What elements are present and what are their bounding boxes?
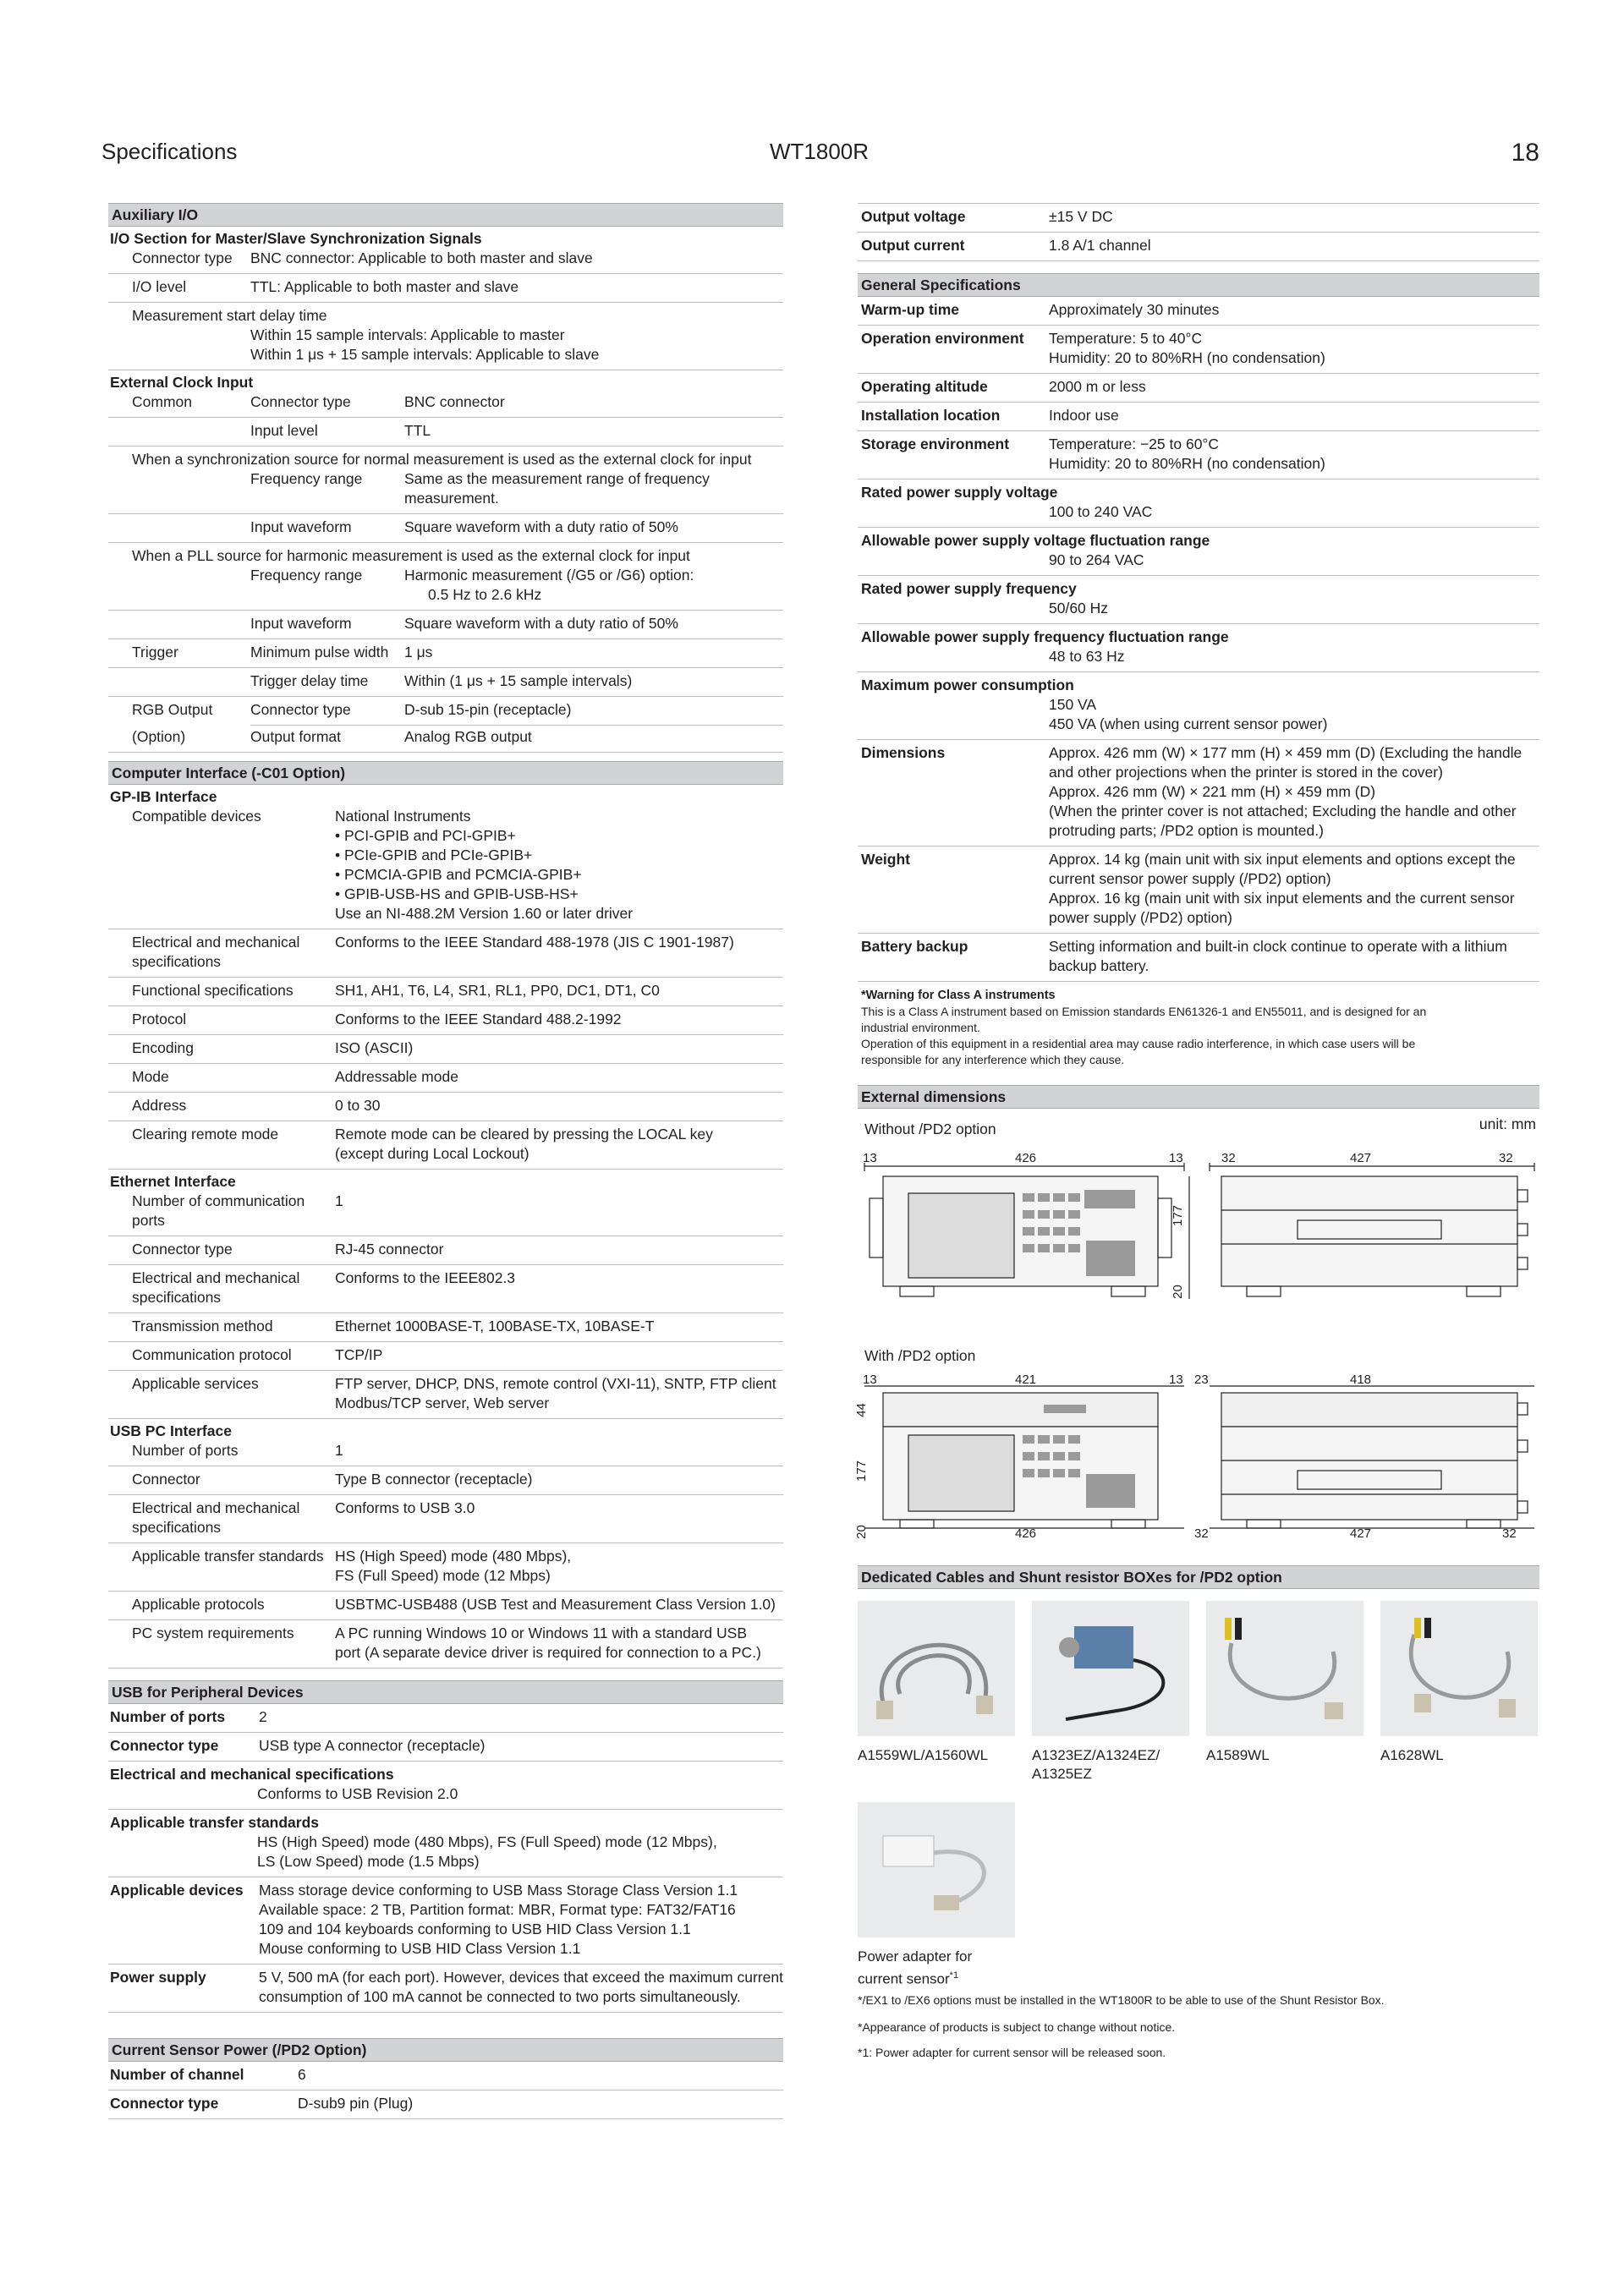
usb-sysreq-row: PC system requirements A PC running Windows 10 or Windows 11 with a standard USB port (A separate device driver is required for connection to a PC.) <box>108 1620 783 1669</box>
gpib-mode-row: Mode Addressable mode <box>108 1064 783 1093</box>
shunt-box-photo <box>1032 1601 1189 1736</box>
caption-a1628wl: A1628WL <box>1380 1747 1444 1763</box>
dim-label: 13 <box>863 1151 877 1165</box>
right-column <box>853 203 1539 2059</box>
ext-clock-input-level-row: Input level TTL <box>108 418 783 447</box>
dimensions-row: Dimensions Approx. 426 mm (W) × 177 mm (H) × 459 mm (D) (Excluding the handle and other projections when the printer is stored in the cover) Approx. 426 mm (W) × 221 mm (H) × 459 mm (D) (When the printer cover is not attached; Excluding the handle and other protruding parts; /PD2 option is mounted.) <box>858 740 1539 847</box>
gpib-encoding-row: Encoding ISO (ASCII) <box>108 1035 783 1064</box>
current-sensor-power-heading: Current Sensor Power (/PD2 Option) <box>108 2038 783 2062</box>
storage-env-row: Storage environment Temperature: −25 to 60°C Humidity: 20 to 80%RH (no condensation) <box>858 431 1539 479</box>
accessory-photos <box>858 1589 1539 2046</box>
rgb-output-row: RGB Output Connector type D-sub 15-pin (receptacle) <box>108 697 783 726</box>
output-voltage-row: Output voltage ±15 V DC <box>858 203 1539 233</box>
dim-label: 44 <box>853 1403 869 1417</box>
left-column <box>108 203 783 2119</box>
delay-time-row: Measurement start delay time Within 15 sample intervals: Applicable to master Within 1 μs + 15 sample intervals: Applicable to slave <box>108 303 783 370</box>
dimensions-line: and other projections when the printer is stored in the cover) <box>1049 764 1443 781</box>
page-header <box>102 139 1539 173</box>
dimensions-line: protruding parts; /PD2 option is mounted.) <box>1049 822 1324 839</box>
battery-row: Battery backup Setting information and built-in clock continue to operate with a lithium backup battery. <box>858 934 1539 982</box>
gpib-address-row: Address 0 to 30 <box>108 1093 783 1121</box>
gpib-clear-row: Clearing remote mode Remote mode can be cleared by pressing the LOCAL key (except during Local Lockout) <box>108 1121 783 1170</box>
dim-label: 427 <box>1350 1151 1372 1165</box>
page-number: 18 <box>1511 139 1539 167</box>
aux-io-heading: Auxiliary I/O <box>108 203 783 227</box>
periph-transfer-row: Applicable transfer standards HS (High Speed) mode (480 Mbps), FS (Full Speed) mode (12 Mbps), LS (Low Speed) mode (1.5 Mbps) <box>108 1810 783 1877</box>
rgb-format-row: (Option) Output format Analog RGB output <box>108 726 783 753</box>
compat-device-line: • GPIB-USB-HS and GPIB-USB-HS+ <box>335 885 579 902</box>
external-dimensions-heading: External dimensions <box>858 1085 1539 1109</box>
cable-photo-a1589wl <box>1206 1601 1363 1736</box>
operation-env-row: Operation environment Temperature: 5 to 40°C Humidity: 20 to 80%RH (no condensation) <box>858 326 1539 374</box>
gpib-func-row: Functional specifications SH1, AH1, T6, L4, SR1, RL1, PP0, DC1, DT1, C0 <box>108 978 783 1006</box>
sync-source-note: When a synchronization source for normal measurement is used as the external clock for input <box>132 451 752 468</box>
compat-device-line: Use an NI-488.2M Version 1.60 or later driver <box>335 905 634 922</box>
weight-line: Approx. 14 kg (main unit with six input elements and options except the <box>1049 851 1516 868</box>
gpib-heading: GP-IB Interface <box>110 788 217 805</box>
usb-ports-row: Number of ports 1 <box>108 1441 783 1466</box>
note-ex-options: */EX1 to /EX6 options must be installed in the WT1800R to be able to use of the Shunt Resistor Box. <box>858 1993 1385 2007</box>
dim-label: 177 <box>1171 1204 1186 1227</box>
gpib-protocol-row: Protocol Conforms to the IEEE Standard 488.2-1992 <box>108 1006 783 1035</box>
computer-interface-heading: Computer Interface (-C01 Option) <box>108 761 783 785</box>
caption-a1323ez: A1323EZ/A1324EZ/ A1325EZ <box>1032 1747 1160 1782</box>
weight-line: Approx. 16 kg (main unit with six input elements and the current sensor <box>1049 890 1515 907</box>
dimensions-line: Approx. 426 mm (W) × 221 mm (H) × 459 mm (D) <box>1049 783 1376 800</box>
periph-ports-row: Number of ports 2 <box>108 1704 783 1733</box>
dim-label: 32 <box>1194 1526 1209 1541</box>
max-power-row: Maximum power consumption 150 VA 450 VA (when using current sensor power) <box>858 672 1539 740</box>
installation-row: Installation location Indoor use <box>858 403 1539 431</box>
periph-connector-row: Connector type USB type A connector (receptacle) <box>108 1733 783 1762</box>
dim-label: 177 <box>854 1460 870 1482</box>
usb-peripheral-heading: USB for Peripheral Devices <box>108 1680 783 1704</box>
pll-freq-range-row: Frequency range Harmonic measurement (/G5 or /G6) option: 0.5 Hz to 2.6 kHz <box>108 566 783 611</box>
aux-io-section <box>108 203 783 753</box>
eth-services-row: Applicable services FTP server, DHCP, DNS, remote control (VXI-11), SNTP, FTP client Modbus/TCP server, Web server <box>108 1371 783 1419</box>
eth-protocol-row: Communication protocol TCP/IP <box>108 1342 783 1371</box>
usb-peripheral-section <box>108 1680 783 2013</box>
note-appearance: *Appearance of products is subject to change without notice. <box>858 2020 1176 2034</box>
dim-label: 421 <box>1015 1373 1037 1387</box>
general-spec-heading: General Specifications <box>858 273 1539 297</box>
weight-list <box>1049 850 1536 928</box>
cable-photo-a1559wl <box>858 1601 1015 1736</box>
dim-label: 20 <box>1170 1285 1185 1299</box>
usb-connector-row: Connector Type B connector (receptacle) <box>108 1466 783 1495</box>
cables-heading: Dedicated Cables and Shunt resistor BOXes for /PD2 option <box>858 1565 1539 1589</box>
caption-a1589wl: A1589WL <box>1206 1747 1270 1763</box>
compat-device-line: • PCIe-GPIB and PCIe-GPIB+ <box>335 847 533 863</box>
periph-device-line: Available space: 2 TB, Partition format: MBR, Format type: FAT32/FAT16 <box>259 1901 736 1918</box>
periph-device-line: Mass storage device conforming to USB Mass Storage Class Version 1.1 <box>259 1882 738 1899</box>
input-waveform-row: Input waveform Square waveform with a duty ratio of 50% <box>108 514 783 543</box>
usb-elec-row: Electrical and mechanical specifications Conforms to USB 3.0 <box>108 1495 783 1543</box>
dimensions-list <box>1049 743 1536 841</box>
pll-input-waveform-row: Input waveform Square waveform with a duty ratio of 50% <box>108 611 783 639</box>
periph-elec-row: Electrical and mechanical specifications Conforms to USB Revision 2.0 <box>108 1762 783 1810</box>
periph-device-line: 109 and 104 keyboards conforming to USB HID Class Version 1.1 <box>259 1921 691 1937</box>
compat-device-line: • PCI-GPIB and PCI-GPIB+ <box>335 827 516 844</box>
weight-line: current sensor power supply (/PD2) option) <box>1049 870 1331 887</box>
unit-label: unit: mm <box>1479 1115 1536 1132</box>
section-title: Specifications <box>102 139 238 164</box>
compat-device-line: • PCMCIA-GPIB and PCMCIA-GPIB+ <box>335 866 582 883</box>
eth-ports-row: Number of communication ports 1 <box>108 1192 783 1236</box>
sync-connector-row: Connector type BNC connector: Applicable to both master and slave <box>108 249 783 274</box>
front-view-without-pd2 <box>858 1159 1539 1312</box>
shunt-box-icon <box>1032 1601 1189 1736</box>
trigger-min-pulse-row: Trigger Minimum pulse width 1 μs <box>108 639 783 668</box>
warmup-row: Warm-up time Approximately 30 minutes <box>858 297 1539 326</box>
with-pd2-label: With /PD2 option <box>864 1347 976 1364</box>
periph-device-list <box>259 1881 783 1959</box>
dim-label: 13 <box>1169 1373 1183 1387</box>
cable-icon <box>858 1601 1015 1736</box>
dim-label: 426 <box>1015 1526 1037 1541</box>
class-a-warning: *Warning for Class A instruments This is a Class A instrument based on Emission standards EN61326-1 and EN55011, and is designed for an industrial environment. Operation of this equipment in a residential area may cause radio interference, in which case users will be responsible for any interference which they cause. <box>858 982 1539 1073</box>
compat-device-list <box>335 807 783 923</box>
dimensions-line: (When the printer cover is not attached; Excluding the handle and other <box>1049 803 1517 819</box>
dim-label: 13 <box>863 1373 877 1387</box>
dimension-drawings <box>853 1109 1539 1565</box>
dim-label: 32 <box>1502 1526 1517 1541</box>
eth-elec-row: Electrical and mechanical specifications Conforms to the IEEE802.3 <box>108 1265 783 1313</box>
weight-row: Weight Approx. 14 kg (main unit with six input elements and options except the current sensor power supply (/PD2) option) Approx. 16 kg (main unit with six input elements and the current sensor power supply (/PD2) option) <box>858 847 1539 934</box>
power-adapter-icon <box>858 1802 1015 1937</box>
usb-pc-heading: USB PC Interface <box>110 1422 232 1439</box>
usb-protocol-row: Applicable protocols USBTMC-USB488 (USB Test and Measurement Class Version 1.0) <box>108 1592 783 1620</box>
csp-channels-row: Number of channel 6 <box>108 2062 783 2091</box>
pll-note: When a PLL source for harmonic measurement is used as the external clock for input <box>132 547 690 564</box>
computer-interface-section <box>108 761 783 1669</box>
cable-photo-a1628wl <box>1380 1601 1538 1736</box>
allowable-voltage-row: Allowable power supply voltage fluctuation range 90 to 264 VAC <box>858 528 1539 576</box>
dim-label: 426 <box>1015 1151 1037 1165</box>
dim-label: 13 <box>1169 1151 1183 1165</box>
sync-signals-heading: I/O Section for Master/Slave Synchronization Signals <box>110 230 482 247</box>
warning-line: industrial environment. <box>861 1021 980 1034</box>
output-current-row: Output current 1.8 A/1 channel <box>858 233 1539 261</box>
freq-range-row: Frequency range Same as the measurement range of frequency measurement. <box>108 469 783 514</box>
allowable-frequency-row: Allowable power supply frequency fluctuation range 48 to 63 Hz <box>858 624 1539 672</box>
dim-label: 32 <box>1221 1151 1236 1165</box>
warning-line: Operation of this equipment in a residential area may cause radio interference, in which case users will be <box>861 1037 1416 1050</box>
caption-a1559wl: A1559WL/A1560WL <box>858 1747 989 1763</box>
eth-transmission-row: Transmission method Ethernet 1000BASE-T, 100BASE-TX, 10BASE-T <box>108 1313 783 1342</box>
ext-clock-heading: External Clock Input <box>110 374 254 391</box>
power-adapter-photo <box>858 1802 1015 1937</box>
dim-label: 32 <box>1499 1151 1513 1165</box>
dim-label: 23 <box>1194 1373 1209 1387</box>
trigger-delay-row: Trigger delay time Within (1 μs + 15 sample intervals) <box>108 668 783 697</box>
cable-icon <box>1206 1601 1363 1736</box>
gpib-compat-row: Compatible devices National Instruments • PCI-GPIB and PCI-GPIB+ • PCIe-GPIB and PCIe-GPIB+ • PCMCIA-GPIB and PCMCIA-GPIB+ • GPIB-USB-HS and GPIB-USB-HS+ Use an NI-488.2M Version 1.60 or later driver <box>108 807 783 929</box>
periph-power-row: Power supply 5 V, 500 mA (for each port). However, devices that exceed the maximum current consumption of 100 mA cannot be connected to two ports simultaneously. <box>108 1964 783 2013</box>
csp-connector-row: Connector type D-sub9 pin (Plug) <box>108 2091 783 2119</box>
weight-line: power supply (/PD2) option) <box>1049 909 1232 926</box>
ethernet-heading: Ethernet Interface <box>110 1173 236 1190</box>
dim-label: 20 <box>853 1525 869 1539</box>
without-pd2-label: Without /PD2 option <box>864 1121 996 1137</box>
front-view-with-pd2 <box>858 1383 1539 1535</box>
periph-devices-row: Applicable devices Mass storage device conforming to USB Mass Storage Class Version 1.1 Available space: 2 TB, Partition format: MBR, Format type: FAT32/FAT16 109 and 104 keyboards conforming to USB HID Class Version 1.1 Mouse conforming to USB HID Class Version 1.1 <box>108 1877 783 1964</box>
ext-clock-connector-row: Common Connector type BNC connector <box>108 392 783 418</box>
warning-line: responsible for any interference which they cause. <box>861 1053 1125 1066</box>
compat-device-line: National Instruments <box>335 808 471 825</box>
cable-icon <box>1380 1601 1538 1736</box>
dimensions-line: Approx. 426 mm (W) × 177 mm (H) × 459 mm (D) (Excluding the handle <box>1049 744 1522 761</box>
current-sensor-power-section <box>108 2038 783 2119</box>
eth-connector-row: Connector type RJ-45 connector <box>108 1236 783 1265</box>
rated-frequency-row: Rated power supply frequency 50/60 Hz <box>858 576 1539 624</box>
io-level-row: I/O level TTL: Applicable to both master and slave <box>108 274 783 303</box>
rated-voltage-row: Rated power supply voltage 100 to 240 VAC <box>858 479 1539 528</box>
model-name: WT1800R <box>770 139 870 164</box>
dim-label: 427 <box>1350 1526 1372 1541</box>
gpib-elec-row: Electrical and mechanical specifications Conforms to the IEEE Standard 488-1978 (JIS C 1901-1987) <box>108 929 783 978</box>
altitude-row: Operating altitude 2000 m or less <box>858 374 1539 403</box>
warning-line: This is a Class A instrument based on Emission standards EN61326-1 and EN55011, and is designed for an <box>861 1005 1427 1018</box>
periph-device-line: Mouse conforming to USB HID Class Version 1.1 <box>259 1940 581 1957</box>
caption-power-adapter: Power adapter for current sensor$^{*1}$ <box>858 1948 973 1987</box>
usb-transfer-row: Applicable transfer standards HS (High Speed) mode (480 Mbps), FS (Full Speed) mode (12 Mbps) <box>108 1543 783 1592</box>
dim-label: 418 <box>1350 1373 1372 1387</box>
note-power-adapter: *1: Power adapter for current sensor will be released soon. <box>858 2046 1166 2059</box>
